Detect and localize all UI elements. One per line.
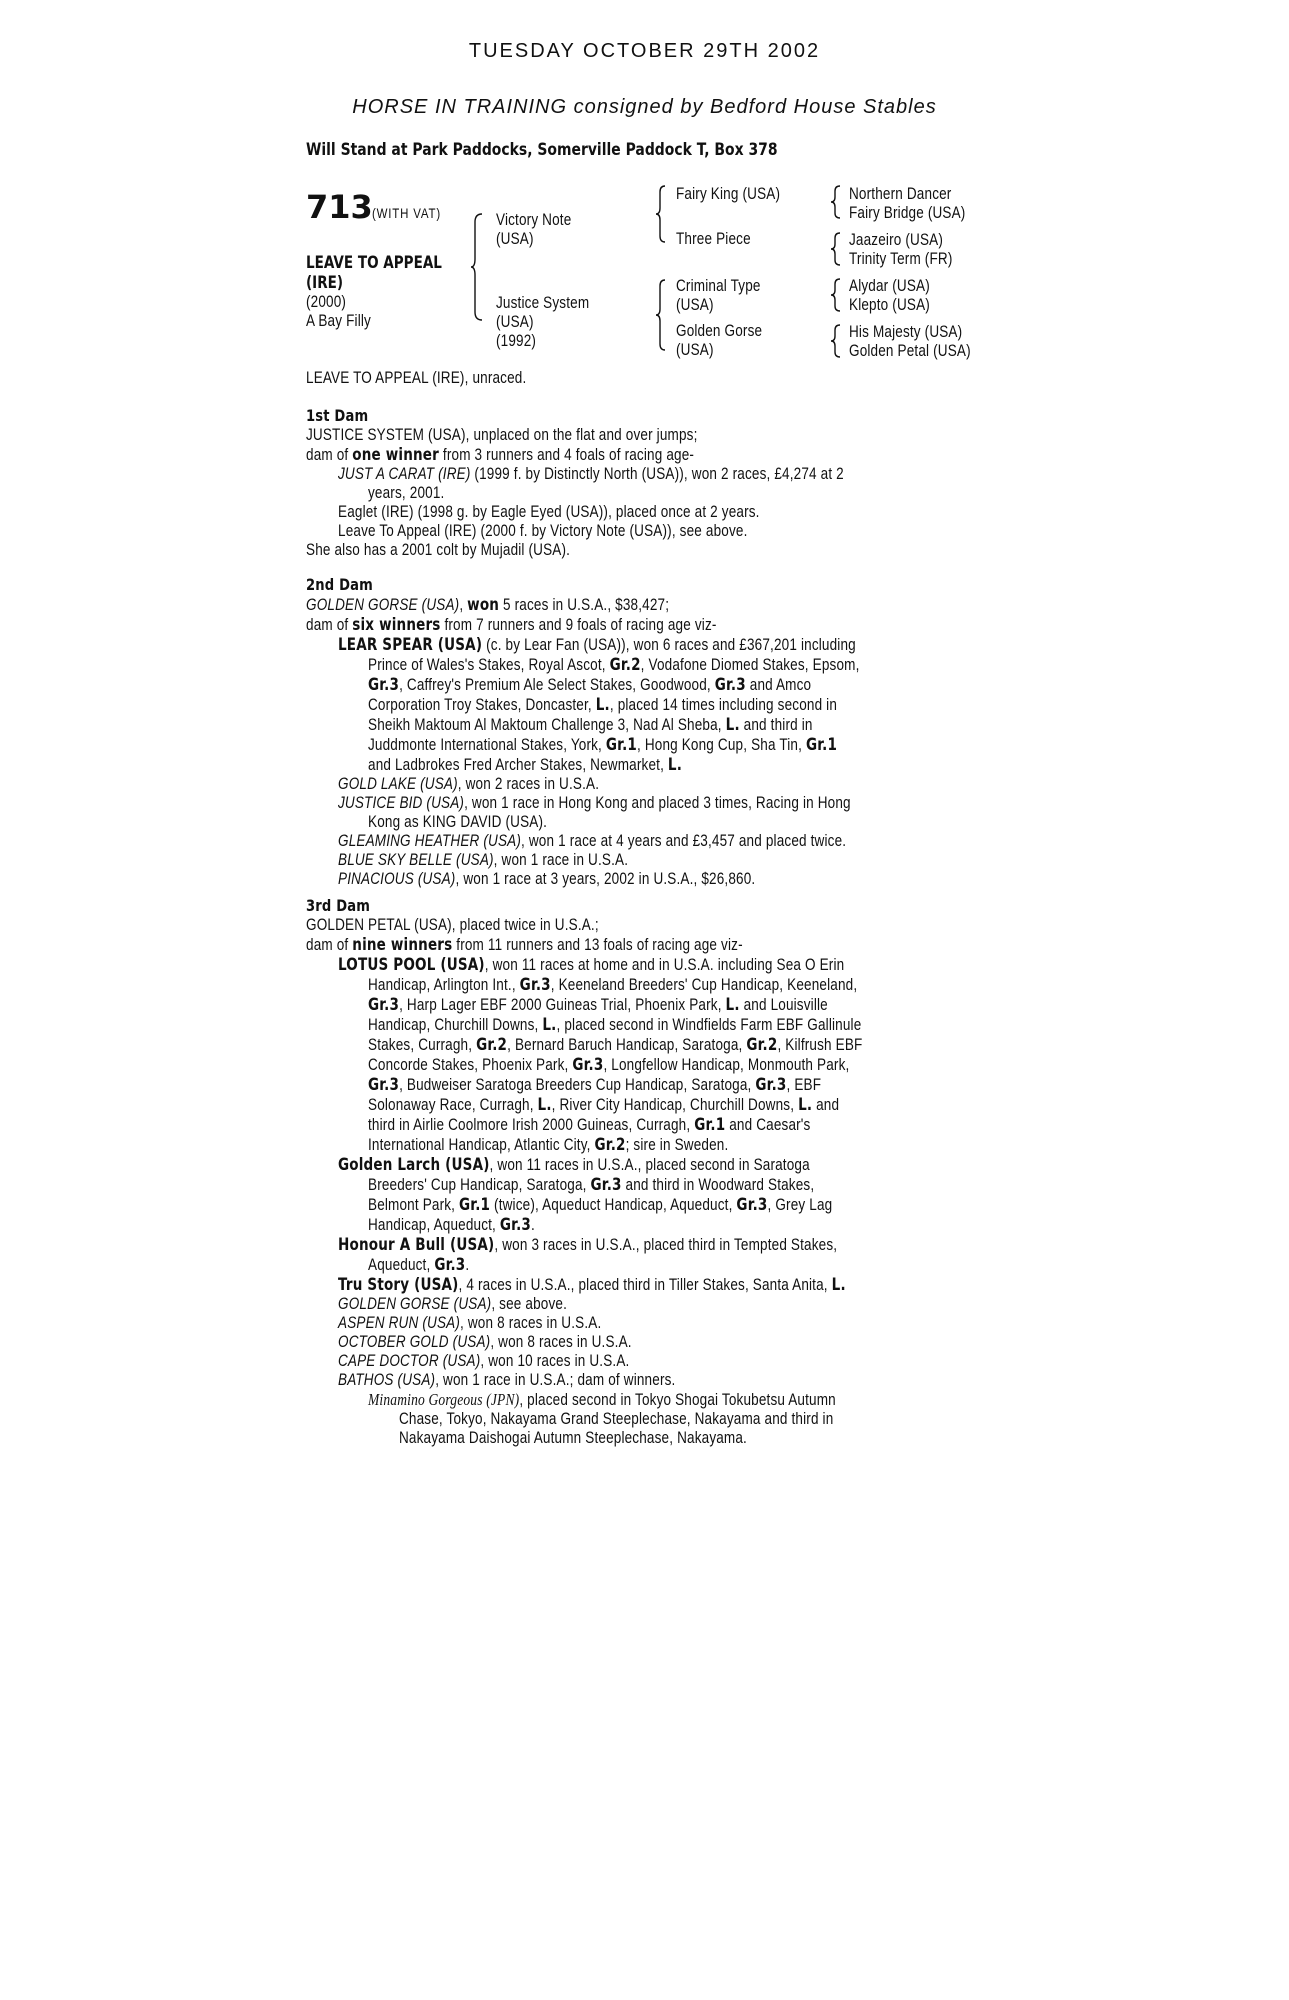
pedigree-brace-g2 bbox=[830, 231, 842, 267]
pedigree-dam-sire: Criminal Type (USA) bbox=[676, 277, 761, 314]
pedigree-dam: Justice System (USA) (1992) bbox=[496, 294, 590, 350]
pedigree-sire: Victory Note (USA) bbox=[496, 211, 572, 248]
pedigree-gen3-7: His Majesty (USA) bbox=[849, 323, 963, 341]
progeny-blue-sky-belle: BLUE SKY BELLE (USA), won 1 race in U.S.A. bbox=[338, 851, 629, 869]
pedigree-sire-dam: Three Piece bbox=[676, 230, 751, 248]
progeny-gold-lake: GOLD LAKE (USA), won 2 races in U.S.A. bbox=[338, 775, 600, 793]
progeny-october-gold: OCTOBER GOLD (USA), won 8 races in U.S.A. bbox=[338, 1333, 632, 1351]
progeny-lear-spear: LEAR SPEAR (USA) (c. by Lear Fan (USA)), won 6 races and £367,201 including bbox=[338, 635, 856, 654]
stand-location: Will Stand at Park Paddocks, Somerville Paddock T, Box 378 bbox=[306, 140, 778, 160]
sale-date: TUESDAY OCTOBER 29TH 2002 bbox=[468, 40, 821, 62]
horse-name-line2: (IRE) bbox=[306, 273, 344, 292]
progeny-aspen-run: ASPEN RUN (USA), won 8 races in U.S.A. bbox=[338, 1314, 602, 1332]
pedigree-brace-sire bbox=[655, 184, 667, 244]
race-record: LEAVE TO APPEAL (IRE), unraced. bbox=[306, 369, 527, 387]
third-dam-title: 3rd Dam bbox=[306, 896, 371, 915]
consignment-line: HORSE IN TRAINING consigned by Bedford House Stables bbox=[352, 96, 937, 118]
progeny-minamino-gorgeous: Minamino Gorgeous (JPN), placed second in Tokyo Shogai Tokubetsu Autumn bbox=[368, 1390, 836, 1409]
progeny-pinacious: PINACIOUS (USA), won 1 race at 3 years, 2002 in U.S.A., $26,860. bbox=[338, 870, 756, 888]
pedigree-gen3-5: Alydar (USA) bbox=[849, 277, 930, 295]
third-dam-section: 3rd Dam GOLDEN PETAL (USA), placed twice in U.S.A.; dam of nine winners from 11 runners and 13 foals of racing age viz- LOTUS POOL (USA), won 11 races at home and in U.S.A. including Sea O Erin Handicap, Arlington Int., Gr.3, Keeneland Breeders' Cup Handicap, Keeneland, Gr.3, Harp Lager EBF 2000 Guineas Trial, Phoenix Park, L. and Louisville Handicap, Churchill Downs, L., placed second in Windfields Farm EBF Gallinule Stakes, Curragh, Gr.2, Bernard Baruch Handicap, Saratoga, Gr.2, Kilfrush EBF Concorde Stakes, Phoenix Park, Gr.3, Longfellow Handicap, Monmouth Park, Gr.3, Budweiser Saratoga Breeders Cup Handicap, Saratoga, Gr.3, EBF Solonaway Race, Curragh, L., River City Handicap, Churchill Downs, L. and third in Airlie Coolmore Irish 2000 Guineas, Curragh, Gr.1 and Caesar's International Handicap, Atlantic City, Gr.2; sire in Sweden. Golden Larch (USA), won 11 races in U.S.A., placed second in Saratoga Breeders' Cup Handicap, Saratoga, Gr.3 and third in Woodward Stakes, Belmont Park, Gr.1 (twice), Aqueduct Handicap, Aqueduct, Gr.3, Grey Lag Handicap, Aqueduct, Gr.3. Honour A Bull (USA), won 3 races in U.S.A., placed third in Tempted Stakes, Aqueduct, Gr.3. Tru Story (USA), 4 races in U.S.A., placed third in Tiller Stakes, Santa Anita, L. GOLDEN GORSE (USA), see above. ASPEN RUN (USA), won 8 races in U.S.A. OCTOBER GOLD (USA), won 8 races in U.S.A. CAPE DOCTOR (USA), won 10 races in U.S.A. BATHOS (USA), won 1 race in U.S.A.; dam of winners. Minamino Gorgeous (JPN), placed second in Tokyo Shogai Tokubetsu Autumn Chase, Tokyo, Nakayama Grand Steeplechase, Nakayama and third in Nakayama Daishogai Autumn Steeplechase, Nakayama. bbox=[306, 896, 971, 1448]
progeny-leave-to-appeal: Leave To Appeal (IRE) (2000 f. by Victory Note (USA)), see above. bbox=[338, 522, 748, 540]
pedigree-gen3-8: Golden Petal (USA) bbox=[849, 342, 971, 360]
pedigree-gen3-2: Fairy Bridge (USA) bbox=[849, 204, 966, 222]
second-dam-title: 2nd Dam bbox=[306, 575, 373, 594]
foaling-year: (2000) bbox=[306, 293, 347, 311]
progeny-honour-a-bull: Honour A Bull (USA), won 3 races in U.S.A., placed third in Tempted Stakes, bbox=[338, 1235, 838, 1254]
second-dam-section: 2nd Dam GOLDEN GORSE (USA), won 5 races in U.S.A., $38,427; dam of six winners from 7 runners and 9 foals of racing age viz- LEAR SPEAR (USA) (c. by Lear Fan (USA)), won 6 races and £367,201 including Prince of Wales's Stakes, Royal Ascot, Gr.2, Vodafone Diomed Stakes, Epsom, Gr.3, Caffrey's Premium Ale Select Stakes, Goodwood, Gr.3 and Amco Corporation Troy Stakes, Doncaster, L., placed 14 times including second in Sheikh Maktoum Al Maktoum Challenge 3, Nad Al Sheba, L. and third in Juddmonte International Stakes, York, Gr.1, Hong Kong Cup, Sha Tin, Gr.1 and Ladbrokes Fred Archer Stakes, Newmarket, L. GOLD LAKE (USA), won 2 races in U.S.A. JUSTICE BID (USA), won 1 race in Hong Kong and placed 3 times, Racing in Hong Kong as KING DAVID (USA). GLEAMING HEATHER (USA), won 1 race at 4 years and £3,457 and placed twice. BLUE SKY BELLE (USA), won 1 race in U.S.A. PINACIOUS (USA), won 1 race at 3 years, 2002 in U.S.A., $26,860. bbox=[306, 575, 970, 889]
progeny-gleaming-heather: GLEAMING HEATHER (USA), won 1 race at 4 years and £3,457 and placed twice. bbox=[338, 832, 847, 850]
pedigree-gen3-4: Trinity Term (FR) bbox=[849, 250, 953, 268]
lot-number: 713 bbox=[306, 188, 373, 226]
pedigree-sire-sire: Fairy King (USA) bbox=[676, 185, 781, 203]
progeny-just-a-carat: JUST A CARAT (IRE) (1999 f. by Distinctly North (USA)), won 2 races, £4,274 at 2 bbox=[338, 465, 844, 483]
progeny-bathos: BATHOS (USA), won 1 race in U.S.A.; dam of winners. bbox=[338, 1371, 676, 1389]
progeny-tru-story: Tru Story (USA), 4 races in U.S.A., placed third in Tiller Stakes, Santa Anita, L. bbox=[338, 1275, 846, 1294]
pedigree-dam-dam: Golden Gorse (USA) bbox=[676, 322, 763, 359]
horse-name-line1: LEAVE TO APPEAL bbox=[306, 253, 442, 272]
progeny-golden-gorse: GOLDEN GORSE (USA), see above. bbox=[338, 1295, 567, 1313]
vat-note: (WITH VAT) bbox=[372, 205, 441, 221]
horse-name bbox=[306, 253, 472, 293]
pedigree-gen3-6: Klepto (USA) bbox=[849, 296, 930, 314]
pedigree-gen3-3: Jaazeiro (USA) bbox=[849, 231, 944, 249]
pedigree-brace-main bbox=[470, 212, 484, 322]
pedigree-brace-g3 bbox=[830, 277, 842, 313]
pedigree-brace-g4 bbox=[830, 323, 842, 359]
progeny-eaglet: Eaglet (IRE) (1998 g. by Eagle Eyed (USA)), placed once at 2 years. bbox=[338, 503, 760, 521]
progeny-justice-bid: JUSTICE BID (USA), won 1 race in Hong Kong and placed 3 times, Racing in Hong bbox=[338, 794, 851, 812]
first-dam-title: 1st Dam bbox=[306, 406, 369, 425]
first-dam-section: 1st Dam JUSTICE SYSTEM (USA), unplaced on the flat and over jumps; dam of one winner from 3 runners and 4 foals of racing age- JUST A CARAT (IRE) (1999 f. by Distinctly North (USA)), won 2 races, £4,274 at 2 years, 2001. Eaglet (IRE) (1998 g. by Eagle Eyed (USA)), placed once at 2 years. Leave To Appeal (IRE) (2000 f. by Victory Note (USA)), see above. She also has a 2001 colt by Mujadil (USA). bbox=[306, 406, 955, 560]
pedigree-gen3-1: Northern Dancer bbox=[849, 185, 952, 203]
progeny-lotus-pool: LOTUS POOL (USA), won 11 races at home and in U.S.A. including Sea O Erin bbox=[338, 955, 845, 974]
horse-description: A Bay Filly bbox=[306, 312, 371, 330]
progeny-golden-larch: Golden Larch (USA), won 11 races in U.S.A., placed second in Saratoga bbox=[338, 1155, 810, 1174]
progeny-cape-doctor: CAPE DOCTOR (USA), won 10 races in U.S.A. bbox=[338, 1352, 630, 1370]
pedigree-brace-dam bbox=[655, 278, 667, 352]
pedigree-brace-g1 bbox=[830, 184, 842, 220]
